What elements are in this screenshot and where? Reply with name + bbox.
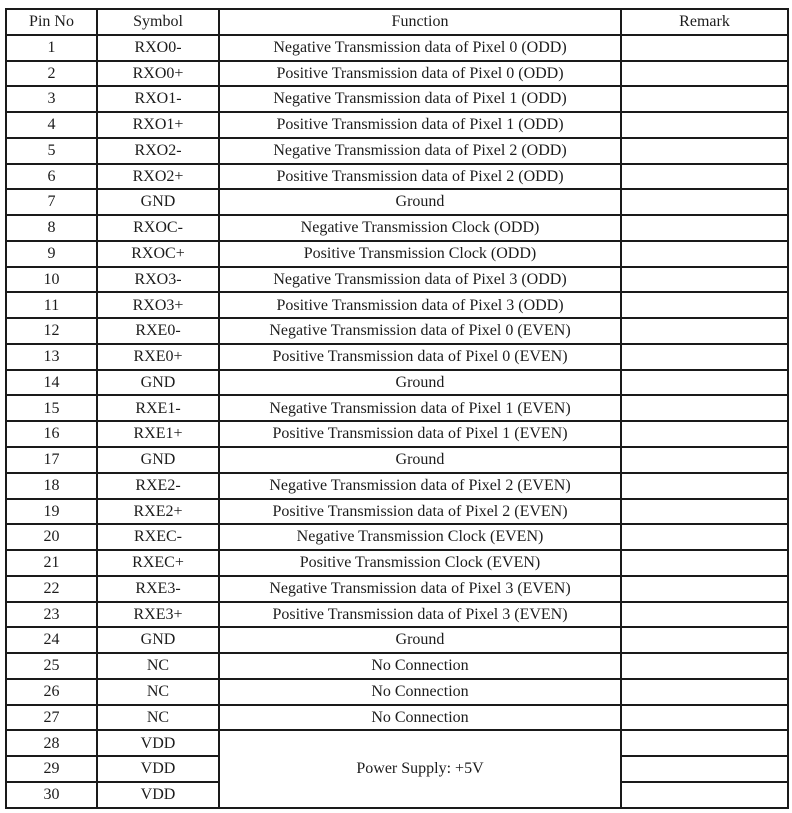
function-cell: Negative Transmission data of Pixel 2 (EVEN)	[219, 473, 621, 499]
header-function: Function	[219, 9, 621, 35]
pin-cell: 4	[6, 112, 97, 138]
symbol-cell: RXOC-	[97, 215, 219, 241]
function-cell: Positive Transmission data of Pixel 0 (EVEN)	[219, 344, 621, 370]
symbol-cell: RXOC+	[97, 241, 219, 267]
table-row	[6, 524, 788, 550]
pin-cell: 22	[6, 576, 97, 602]
symbol-cell: RXO3-	[97, 267, 219, 293]
remark-cell	[621, 112, 788, 138]
table-row	[6, 395, 788, 421]
function-cell: Positive Transmission data of Pixel 3 (ODD)	[219, 292, 621, 318]
table-row	[6, 627, 788, 653]
function-cell: Positive Transmission data of Pixel 3 (EVEN)	[219, 602, 621, 628]
pin-cell: 8	[6, 215, 97, 241]
symbol-cell: RXE2+	[97, 499, 219, 525]
remark-cell	[621, 705, 788, 731]
function-cell: Negative Transmission data of Pixel 1 (EVEN)	[219, 395, 621, 421]
symbol-cell: RXO1-	[97, 86, 219, 112]
remark-cell	[621, 35, 788, 61]
remark-cell	[621, 292, 788, 318]
function-cell: Positive Transmission data of Pixel 0 (ODD)	[219, 61, 621, 87]
pin-cell: 15	[6, 395, 97, 421]
pin-assignment-table	[5, 8, 789, 809]
function-cell: Positive Transmission Clock (EVEN)	[219, 550, 621, 576]
table-row	[6, 318, 788, 344]
table-row	[6, 421, 788, 447]
remark-cell	[621, 61, 788, 87]
remark-cell	[621, 215, 788, 241]
table-row	[6, 241, 788, 267]
remark-cell	[621, 653, 788, 679]
symbol-cell: RXO1+	[97, 112, 219, 138]
remark-cell	[621, 473, 788, 499]
remark-cell	[621, 370, 788, 396]
function-cell: Negative Transmission data of Pixel 0 (EVEN)	[219, 318, 621, 344]
header-remark: Remark	[621, 9, 788, 35]
table-row	[6, 61, 788, 87]
symbol-cell: VDD	[97, 756, 219, 782]
pin-cell: 20	[6, 524, 97, 550]
function-cell: Negative Transmission Clock (ODD)	[219, 215, 621, 241]
table-row	[6, 550, 788, 576]
table-body	[6, 35, 788, 808]
pin-cell: 23	[6, 602, 97, 628]
pin-cell: 29	[6, 756, 97, 782]
pin-cell: 25	[6, 653, 97, 679]
table-row	[6, 215, 788, 241]
table-row	[6, 164, 788, 190]
function-cell: Negative Transmission data of Pixel 3 (EVEN)	[219, 576, 621, 602]
function-cell: Positive Transmission data of Pixel 2 (EVEN)	[219, 499, 621, 525]
table-row	[6, 370, 788, 396]
symbol-cell: RXE0-	[97, 318, 219, 344]
symbol-cell: RXE1+	[97, 421, 219, 447]
symbol-cell: RXE0+	[97, 344, 219, 370]
table-row	[6, 344, 788, 370]
function-cell: Ground	[219, 370, 621, 396]
remark-cell	[621, 524, 788, 550]
pin-cell: 13	[6, 344, 97, 370]
function-cell: Negative Transmission data of Pixel 2 (ODD)	[219, 138, 621, 164]
symbol-cell: RXE2-	[97, 473, 219, 499]
function-cell: No Connection	[219, 679, 621, 705]
header-pin-no: Pin No	[6, 9, 97, 35]
function-cell: Positive Transmission data of Pixel 2 (ODD)	[219, 164, 621, 190]
pin-cell: 24	[6, 627, 97, 653]
function-cell: Ground	[219, 447, 621, 473]
symbol-cell: GND	[97, 189, 219, 215]
function-cell: No Connection	[219, 653, 621, 679]
remark-cell	[621, 138, 788, 164]
remark-cell	[621, 318, 788, 344]
table-row	[6, 267, 788, 293]
function-cell: Power Supply: +5V	[219, 730, 621, 807]
table-row	[6, 138, 788, 164]
function-cell: Positive Transmission data of Pixel 1 (ODD)	[219, 112, 621, 138]
pin-cell: 18	[6, 473, 97, 499]
symbol-cell: RXEC+	[97, 550, 219, 576]
remark-cell	[621, 782, 788, 808]
table-row	[6, 35, 788, 61]
remark-cell	[621, 86, 788, 112]
remark-cell	[621, 756, 788, 782]
table-row	[6, 705, 788, 731]
pin-cell: 27	[6, 705, 97, 731]
remark-cell	[621, 499, 788, 525]
symbol-cell: GND	[97, 447, 219, 473]
table-row	[6, 292, 788, 318]
table-row	[6, 653, 788, 679]
function-cell: Negative Transmission data of Pixel 1 (ODD)	[219, 86, 621, 112]
remark-cell	[621, 576, 788, 602]
header-row	[6, 9, 788, 35]
pin-cell: 6	[6, 164, 97, 190]
symbol-cell: RXE3-	[97, 576, 219, 602]
remark-cell	[621, 447, 788, 473]
pin-cell: 12	[6, 318, 97, 344]
remark-cell	[621, 395, 788, 421]
remark-cell	[621, 627, 788, 653]
remark-cell	[621, 189, 788, 215]
pin-cell: 9	[6, 241, 97, 267]
table-row	[6, 86, 788, 112]
table-row	[6, 112, 788, 138]
symbol-cell: NC	[97, 653, 219, 679]
remark-cell	[621, 344, 788, 370]
remark-cell	[621, 602, 788, 628]
remark-cell	[621, 164, 788, 190]
pin-cell: 5	[6, 138, 97, 164]
function-cell: No Connection	[219, 705, 621, 731]
pin-cell: 7	[6, 189, 97, 215]
table-row	[6, 189, 788, 215]
pin-cell: 16	[6, 421, 97, 447]
pin-cell: 19	[6, 499, 97, 525]
symbol-cell: NC	[97, 679, 219, 705]
remark-cell	[621, 241, 788, 267]
symbol-cell: VDD	[97, 782, 219, 808]
function-cell: Ground	[219, 627, 621, 653]
symbol-cell: RXE1-	[97, 395, 219, 421]
table-row	[6, 679, 788, 705]
pin-cell: 2	[6, 61, 97, 87]
pin-cell: 1	[6, 35, 97, 61]
pin-cell: 11	[6, 292, 97, 318]
symbol-cell: RXO2+	[97, 164, 219, 190]
symbol-cell: RXE3+	[97, 602, 219, 628]
symbol-cell: RXO0-	[97, 35, 219, 61]
table-row	[6, 447, 788, 473]
table-row	[6, 499, 788, 525]
symbol-cell: NC	[97, 705, 219, 731]
symbol-cell: RXO2-	[97, 138, 219, 164]
symbol-cell: RXEC-	[97, 524, 219, 550]
pin-cell: 30	[6, 782, 97, 808]
function-cell: Negative Transmission Clock (EVEN)	[219, 524, 621, 550]
function-cell: Negative Transmission data of Pixel 3 (ODD)	[219, 267, 621, 293]
table-row	[6, 602, 788, 628]
function-cell: Ground	[219, 189, 621, 215]
pin-cell: 17	[6, 447, 97, 473]
pin-cell: 21	[6, 550, 97, 576]
remark-cell	[621, 267, 788, 293]
table-row	[6, 576, 788, 602]
symbol-cell: GND	[97, 627, 219, 653]
symbol-cell: GND	[97, 370, 219, 396]
function-cell: Positive Transmission Clock (ODD)	[219, 241, 621, 267]
pin-cell: 14	[6, 370, 97, 396]
function-cell: Positive Transmission data of Pixel 1 (EVEN)	[219, 421, 621, 447]
pin-cell: 26	[6, 679, 97, 705]
header-symbol: Symbol	[97, 9, 219, 35]
remark-cell	[621, 730, 788, 756]
table-row	[6, 473, 788, 499]
symbol-cell: VDD	[97, 730, 219, 756]
pin-cell: 28	[6, 730, 97, 756]
pin-cell: 10	[6, 267, 97, 293]
remark-cell	[621, 421, 788, 447]
pin-cell: 3	[6, 86, 97, 112]
table-row	[6, 730, 788, 756]
function-cell: Negative Transmission data of Pixel 0 (ODD)	[219, 35, 621, 61]
remark-cell	[621, 679, 788, 705]
remark-cell	[621, 550, 788, 576]
symbol-cell: RXO0+	[97, 61, 219, 87]
symbol-cell: RXO3+	[97, 292, 219, 318]
